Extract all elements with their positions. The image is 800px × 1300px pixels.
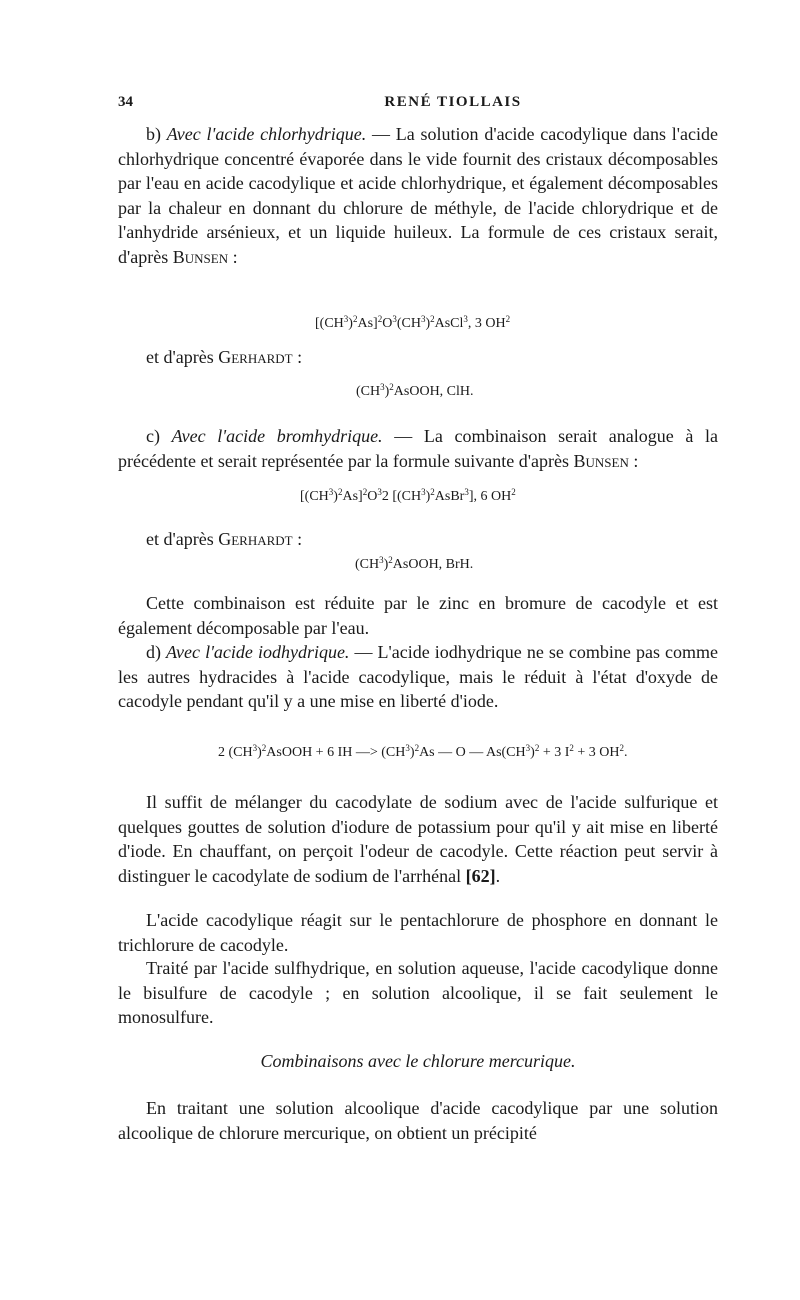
formula-iodhydrique-reaction: 2 $(CH^3)^2AsOOH + 6$ IH —> $(CH^3)^2As$ — O — $As(CH^3)^2 + 3$ $I^2 + 3$ $OH^2$. [218, 743, 628, 760]
author-bunsen: Bunsen [573, 450, 629, 471]
paragraph-sulfhydrique: Traité par l'acide sulfhydrique, en solution aqueuse, l'acide cacodylique donne le bisulfure de cacodyle ; en solution alcoolique, il se fait seulement le monosulfure. [118, 958, 718, 1028]
paragraph-melange: Il suffit de mélanger du cacodylate de sodium avec de l'acide sulfurique et quelques gouttes de solution d'iodure de potassium pour qu'il y ait mise en liberté d'iode. En chauffant, on perçoit l'odeur de cacodyle. Cette réaction peut servir à distinguer le cacodylate de sodium de l'arrhénal [62]. [118, 792, 718, 886]
paragraph-iodhydrique: d) Avec l'acide iodhydrique. — L'acide iodhydrique ne se combine pas comme les autres hydracides à l'acide cacodylique, mais le réduit à l'état d'oxyde de cacodyle pendant qu'il y a une mise en liberté d'iode. [118, 642, 718, 712]
author-gerhardt: Gerhardt [218, 347, 293, 367]
formula-gerhardt-bromo: $(CH^3)^2AsOOH$, BrH. [355, 555, 474, 572]
line-gerhardt-bromo: et d'après Gerhardt : [146, 529, 303, 549]
reference-62: [62] [465, 865, 496, 886]
formula-gerhardt-chloro: $(CH^3)^2AsOOH$, ClH. [356, 382, 474, 399]
formula-bunsen-bromo: $[(CH^3)^2As]^2O^32$ $[(CH^3)^2AsBr^3]$, 6 $OH^2$ [300, 487, 516, 504]
page-number: 34 [118, 94, 133, 110]
paragraph-chlorhydrique: b) Avec l'acide chlorhydrique. — La solution d'acide cacodylique dans l'acide chlorhydrique concentré évaporée dans le vide fournit des cristaux décomposables par l'eau en acide cacodylique et acide chlorhydrique, et également décomposables par la chaleur en donnant du chlorure de méthyle, de l'acide chlorydrique et de l'anhydride arsénieux, et un liquide huileux. La formule de ces cristaux serait, d'après Bunsen : [118, 124, 718, 267]
section-heading-mercure: Combinaisons avec le chlorure mercurique. [260, 1051, 576, 1071]
reaction-arrow-icon: —> [355, 745, 378, 760]
section-title-bromhydrique: Avec l'acide bromhydrique. [171, 426, 383, 446]
running-head: RENÉ TIOLLAIS [384, 94, 522, 110]
page-header [118, 94, 718, 118]
section-title-chlorhydrique: Avec l'acide chlorhydrique. [166, 124, 367, 144]
paragraph-mercure: En traitant une solution alcoolique d'acide cacodylique par une solution alcoolique de chlorure mercurique, on obtient un précipité [118, 1098, 718, 1143]
paragraph-zinc: Cette combinaison est réduite par le zinc en bromure de cacodyle et est également décomposable par l'eau. [118, 593, 718, 638]
section-title-iodhydrique: Avec l'acide iodhydrique. [166, 642, 350, 662]
line-gerhardt-chloro: et d'après Gerhardt : [146, 347, 303, 367]
formula-bunsen-chloro: $[(CH^3)^2As]^2O^3(CH^3)^2AsCl^3$, 3 $OH^2$ [315, 314, 511, 331]
paragraph-bromhydrique: c) Avec l'acide bromhydrique. — La combinaison serait analogue à la précédente et serait représentée par la formule suivante d'après Bunsen : [118, 426, 718, 471]
author-bunsen: Bunsen [172, 246, 229, 267]
paragraph-pentachlorure: L'acide cacodylique réagit sur le pentachlorure de phosphore en donnant le trichlorure de cacodyle. [118, 910, 718, 955]
author-gerhardt: Gerhardt [218, 529, 293, 549]
